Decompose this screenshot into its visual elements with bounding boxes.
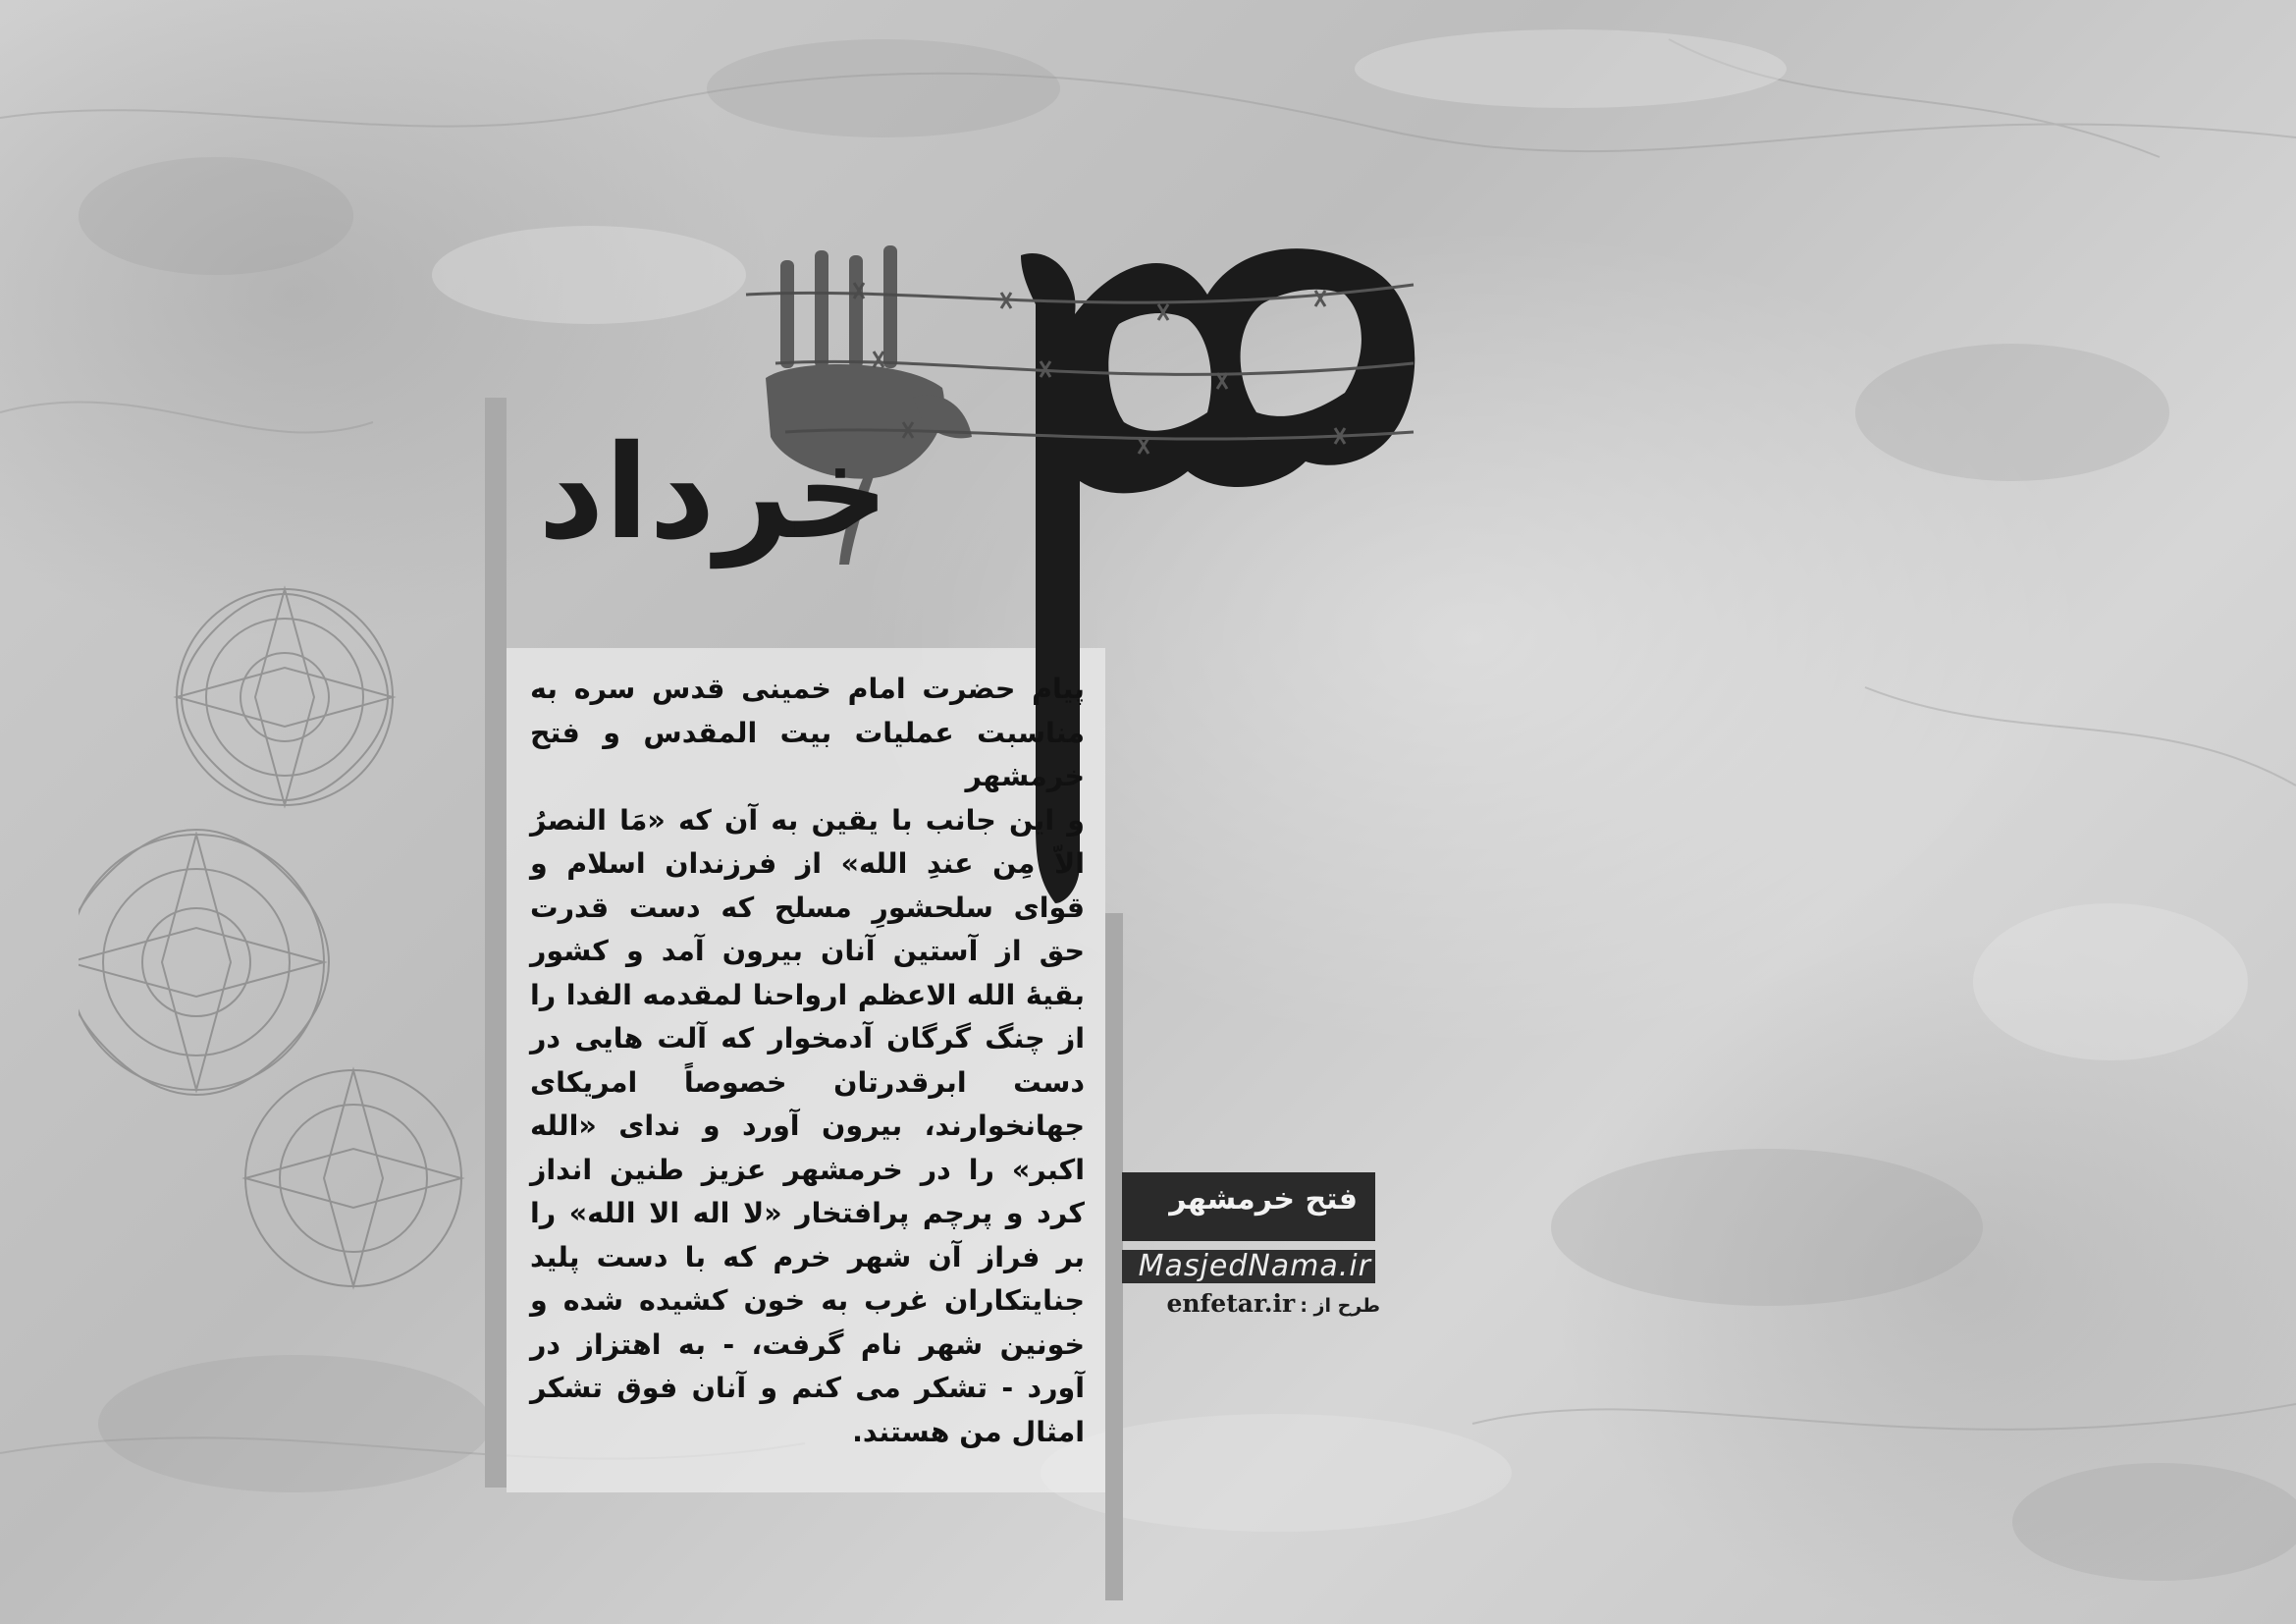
islamic-ornament <box>79 550 491 1316</box>
site-name: MasjedNama.ir <box>1138 1249 1371 1283</box>
message-body: و این جانب با یقین به آن که «مَا النصرُ الاّ مِن عندِ الله» از فرزندان اسلام و قوای سلحشورِ مسلح که دست قدرت حق از آستین آنان بیرون آمد و کشور بقیهٔ الله الاعظم ارواحنا لمقدمه الفدا را از چنگ گرگان آدمخوار که آلت هایی در دست ابرقدرتان خصوصاً امریکای جهانخوارند، بیرون آورد و ندای «الله اکبر» را در خرمشهر عزیز طنین انداز کرد و پرچم پرافتخار «لا اله الا الله» را بر فراز آن شهر خرم که با دست پلید جنایتکاران غرب به خون کشیده شده و خونین شهر نام گرفت، - به اهتزاز در آورد - تشکر می کنم و آنان فوق تشکر امثال من هستند. <box>530 803 1085 1448</box>
caption-title: فتح خرمشهر <box>1169 1182 1358 1217</box>
caption-box <box>1122 1172 1375 1241</box>
message-heading: پیام حضرت امام خمینی قدس سره به مناسبت عملیات بیت المقدس و فتح خرمشهر <box>530 673 1085 792</box>
credit-line <box>1168 1289 1380 1318</box>
credit-site: enfetar.ir <box>1166 1289 1296 1318</box>
imam-message <box>530 668 1085 1454</box>
site-strip <box>1122 1250 1375 1283</box>
right-divider-bar <box>1105 913 1123 1600</box>
credit-label: طرح از : <box>1300 1295 1380 1317</box>
left-divider-bar <box>485 398 507 1488</box>
title-word: خرداد <box>538 417 889 568</box>
